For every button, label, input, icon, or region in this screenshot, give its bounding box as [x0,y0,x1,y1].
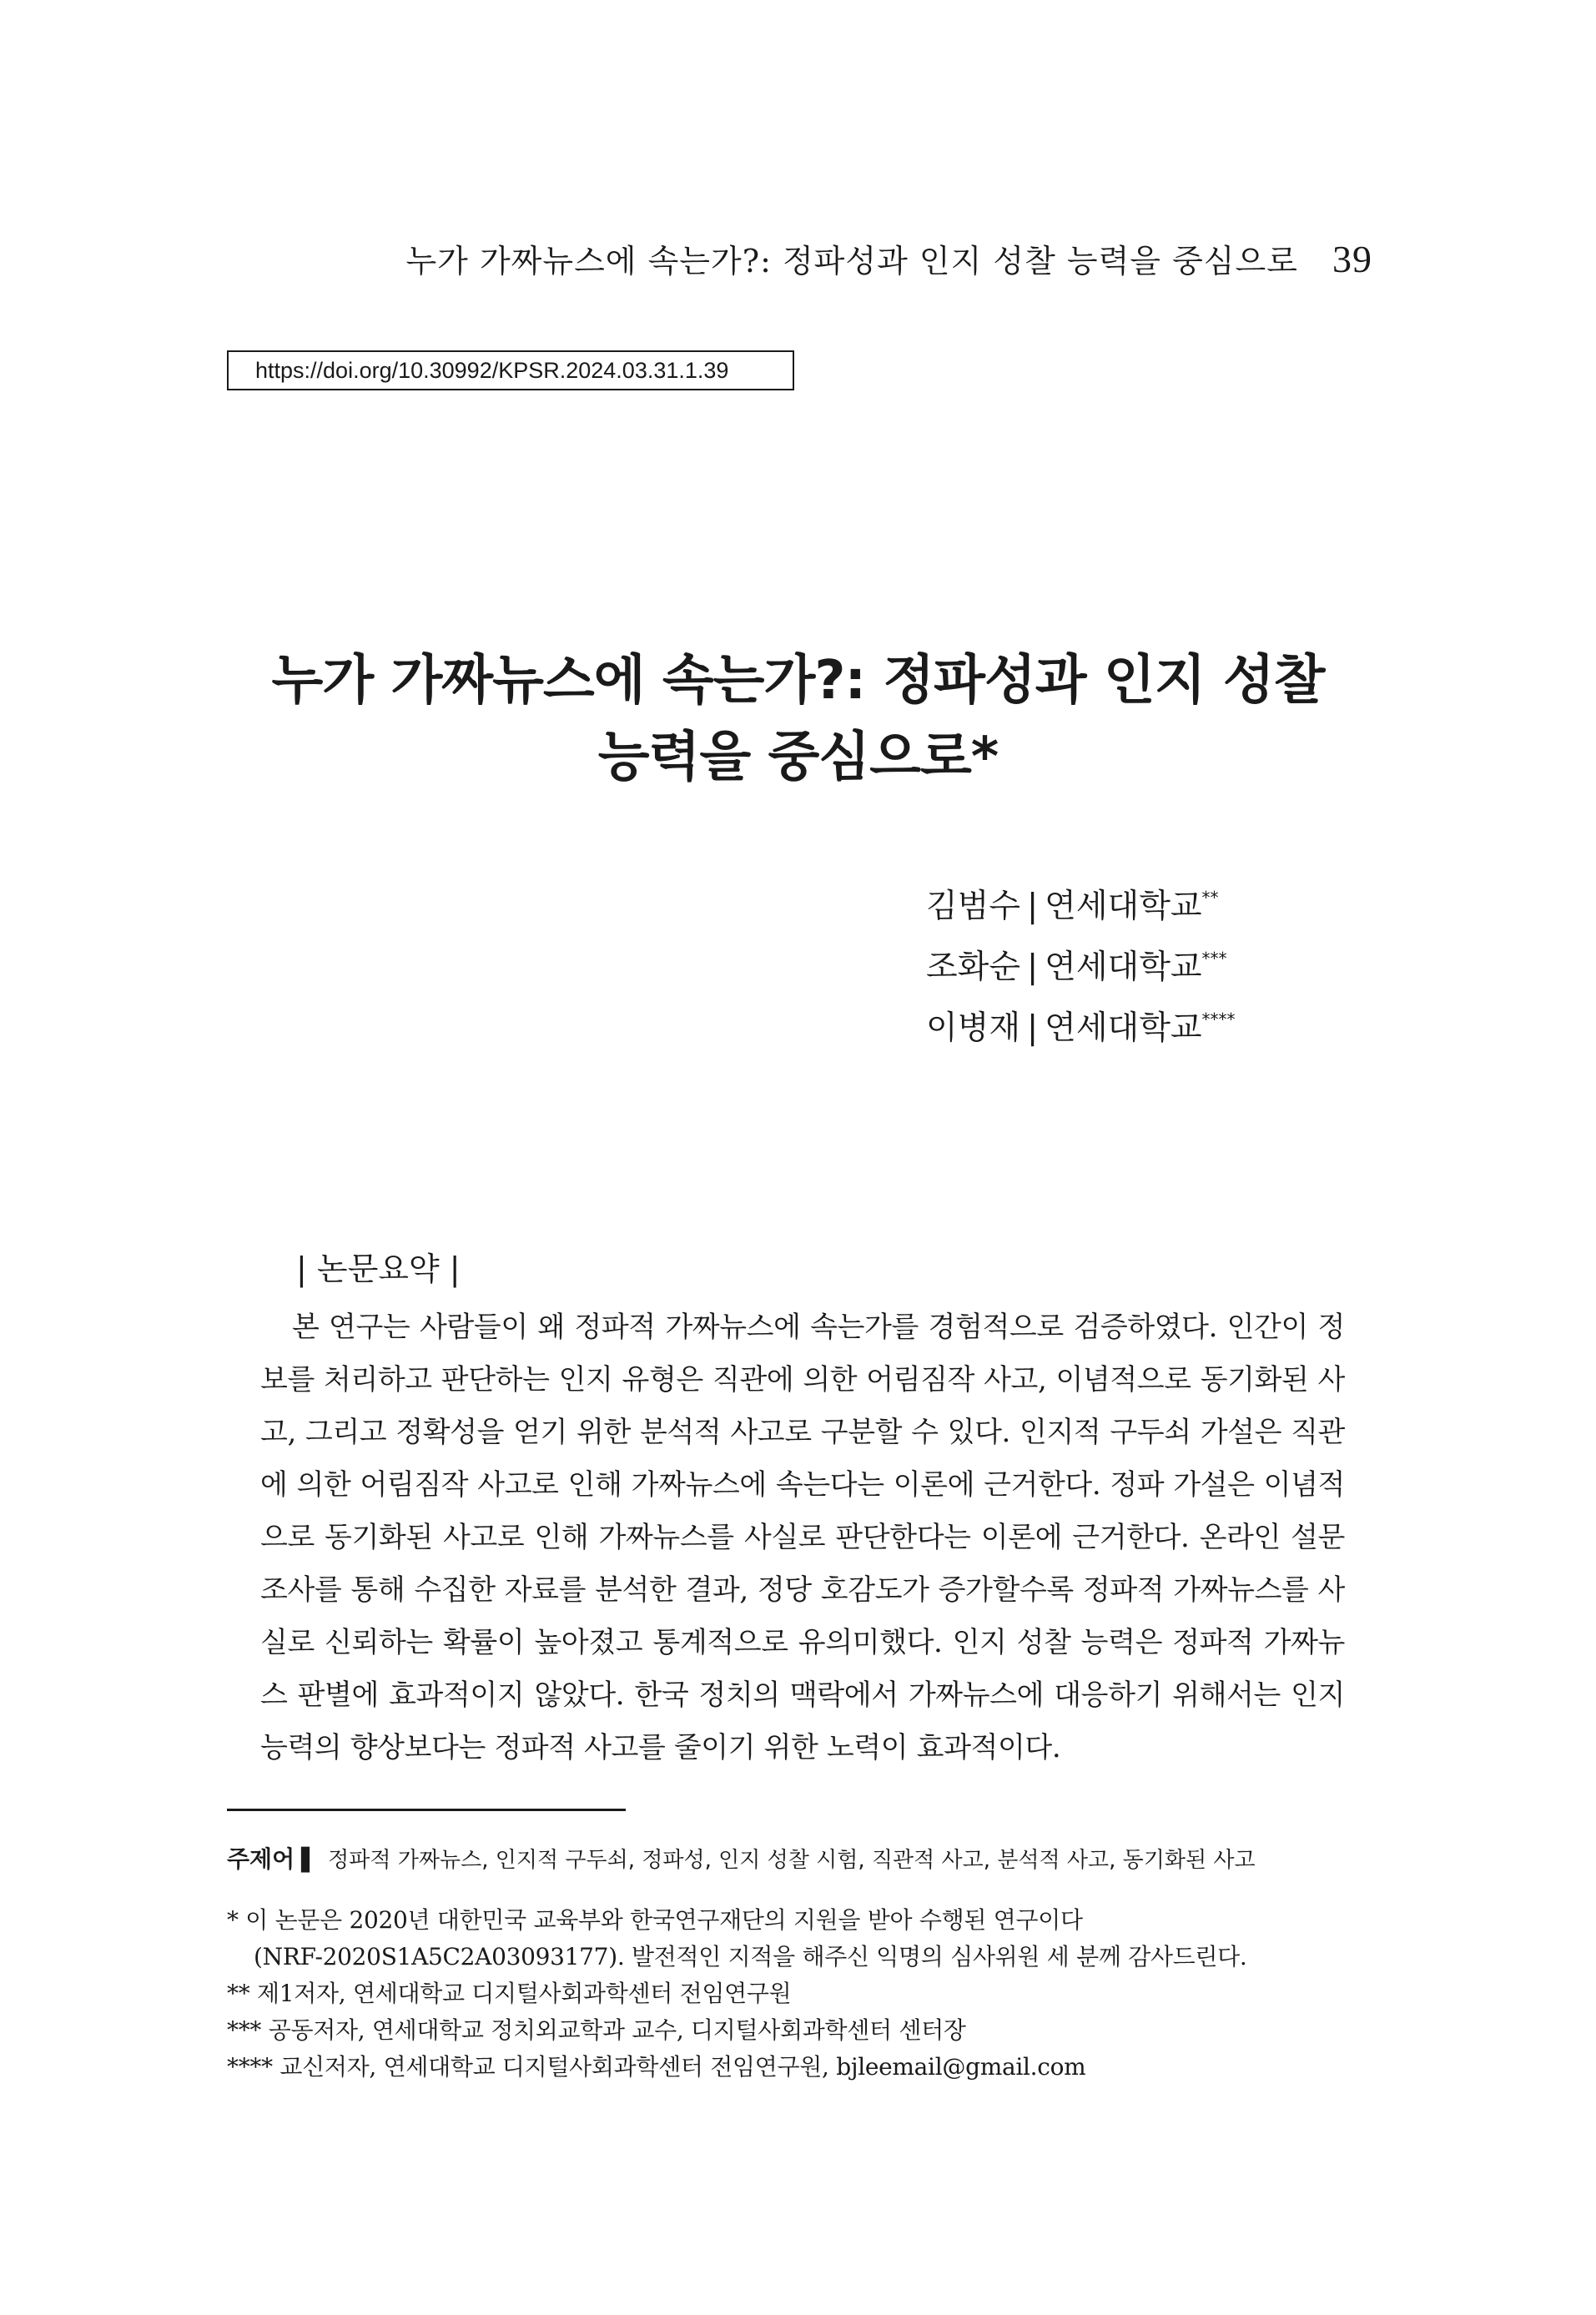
doi-link[interactable]: https://doi.org/10.30992/KPSR.2024.03.31.1.39 [227,350,794,390]
author-row: 김범수 | 연세대학교** [926,888,1219,925]
footnote-first-author: ** 제1저자, 연세대학교 디지털사회과학센터 전임연구원 [227,1980,792,2007]
keywords-bar-icon: ▌ [301,1848,319,1873]
author-footnote-mark: *** [1201,949,1227,969]
keywords [227,1841,1395,1875]
author-list [926,872,1393,1054]
footnote-funding-cont: (NRF-2020S1A5C2A03093177). 발전적인 지적을 해주신 익명의 심사위원 세 분께 감사드린다. [254,1943,1247,1970]
footnote-co-author: *** 공동저자, 연세대학교 정치외교학과 교수, 디지털사회과학센터 센터장 [227,2016,966,2044]
footnote-divider [227,1809,626,1811]
author-affiliation: 연세대학교 [1045,888,1202,925]
author-row: 이병재 | 연세대학교**** [926,1009,1236,1047]
abstract-heading: | 논문요약 | [296,1251,461,1287]
paper-title-line-1: 누가 가짜뉴스에 속는가?: 정파성과 인지 성찰 [271,650,1325,712]
page-number: 39 [1332,238,1372,280]
author-name: 조화순 [926,949,1021,986]
author-footnote-mark: **** [1201,1009,1236,1029]
author-name: 이병재 [926,1009,1021,1047]
paper-title-line-2: 능력을 중심으로* [597,727,999,788]
author-affiliation: 연세대학교 [1045,949,1202,986]
footnote-funding: * 이 논문은 2020년 대한민국 교육부와 한국연구재단의 지원을 받아 수행된 연구이다 [227,1906,1083,1934]
author-name: 김범수 [926,888,1021,925]
keywords-label: 주제어 [227,1845,295,1873]
author-footnote-mark: ** [1201,888,1219,908]
author-row: 조화순 | 연세대학교*** [926,949,1227,986]
running-title: 누가 가짜뉴스에 속는가?: 정파성과 인지 성찰 능력을 중심으로 [405,243,1298,279]
abstract-body: 본 연구는 사람들이 왜 정파적 가짜뉴스에 속는가를 경험적으로 검증하였다. 인간이 정보를 처리하고 판단하는 인지 유형은 직관에 의한 어림짐작 사고, 이념적으로 동기화된 사고, 그리고 정확성을 얻기 위한 분석적 사고로 구분할 수 있다. 인지적 구두쇠 가설은 직관에 의한 어림짐작 사고로 인해 가짜뉴스에 속는다는 이론에 근거한다. 정파 가설은 이념적으로 동기화된 사고로 인해 가짜뉴스를 사실로 판단한다는 이론에 근거한다. 온라인 설문조사를 통해 수집한 자료를 분석한 결과, 정당 호감도가 증가할수록 정파적 가짜뉴스를 사실로 신뢰하는 확률이 높아졌고 통계적으로 유의미했다. 인지 성찰 능력은 정파적 가짜뉴스 판별에 효과적이지 않았다. 한국 정치의 맥락에서 가짜뉴스에 대응하기 위해서는 인지능력의 향상보다는 정파적 사고를 줄이기 위한 노력이 효과적이다. [260,1311,1345,1764]
paper-title [184,642,1412,796]
author-affiliation: 연세대학교 [1045,1009,1202,1047]
running-header [334,235,1372,281]
footnotes [227,1902,1412,2086]
footnote-corresponding-author: **** 교신저자, 연세대학교 디지털사회과학센터 전임연구원, bjleemail@gmail.com [227,2053,1086,2081]
keywords-text: 정파적 가짜뉴스, 인지적 구두쇠, 정파성, 인지 성찰 시험, 직관적 사고, 분석적 사고, 동기화된 사고 [328,1848,1256,1873]
